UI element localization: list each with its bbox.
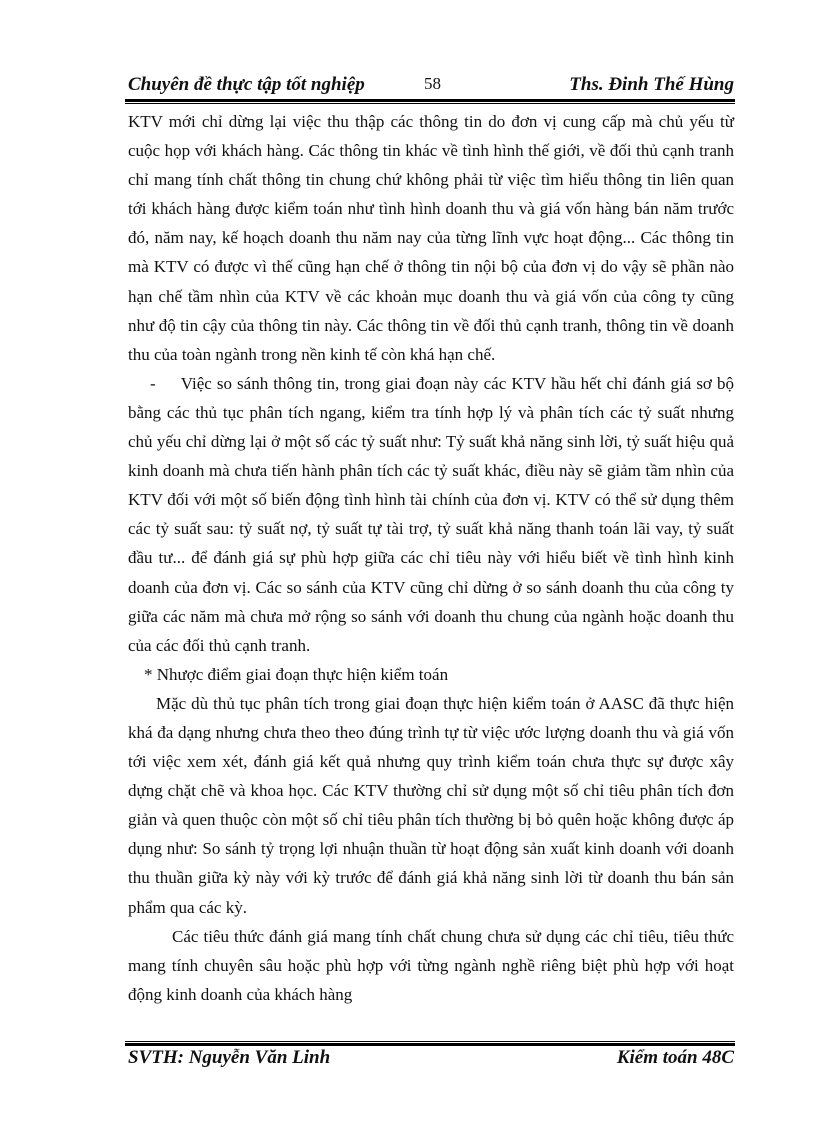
page-number: 58 — [424, 74, 441, 93]
header-rule — [125, 99, 735, 104]
footer-student: SVTH: Nguyễn Văn Linh — [128, 1047, 331, 1068]
header-title: Chuyên đề thực tập tốt nghiệp — [128, 74, 365, 95]
page-header — [128, 74, 734, 100]
paragraph-4: Mặc dù thủ tục phân tích trong giai đoạn thực hiện kiểm toán ở AASC đã thực hiện khá đa dạng nhưng chưa theo theo đúng trình tự từ việc ước lượng doanh thu và giá vốn tới việc xem xét, đánh giá kết quả nhưng quy trình kiểm toán chưa thực sự được xây dựng chặt chẽ và khoa học. Các KTV thường chỉ sử dụng một số chỉ tiêu phân tích đơn giản và quen thuộc còn một số chỉ tiêu phân tích thường bị bỏ quên hoặc không được áp dụng như: So sánh tỷ trọng lợi nhuận thuần từ hoạt động sản xuất kinh doanh với doanh thu thuần giữa kỳ này với kỳ trước để đánh giá khả năng sinh lời từ doanh thu bán sản phẩm qua các kỳ. — [128, 693, 734, 917]
paragraph-5: Các tiêu thức đánh giá mang tính chất chung chưa sử dụng các chỉ tiêu, tiêu thức mang tính chuyên sâu hoặc phù hợp với từng ngành nghề riêng biệt phù hợp với hoạt động kinh doanh của khách hàng — [128, 926, 734, 1004]
section-heading: * Nhược điểm giai đoạn thực hiện kiểm toán — [144, 664, 449, 684]
page-footer — [128, 1047, 734, 1073]
paragraph-1: KTV mới chỉ dừng lại việc thu thập các thông tin do đơn vị cung cấp mà chủ yếu từ cuộc họp với khách hàng. Các thông tin khác về tình hình thế giới, về đối thủ cạnh tranh chỉ mang tính chất thông tin chung chứ không phải từ việc tìm hiểu thông tin liên quan tới khách hàng được kiểm toán như tình hình doanh thu và giá vốn hàng bán năm trước đó, năm nay, kế hoạch doanh thu năm nay của từng lĩnh vực hoạt động... Các thông tin mà KTV có được vì thế cũng hạn chế ở thông tin nội bộ của đơn vị do vậy sẽ phần nào hạn chế tầm nhìn của KTV về các khoản mục doanh thu và giá vốn của công ty cũng như độ tin cậy của thông tin này. Các thông tin về đối thủ cạnh tranh, thông tin về doanh thu của toàn ngành trong nền kinh tế còn khá hạn chế. — [128, 112, 734, 364]
page-body — [128, 107, 739, 1009]
footer-rule — [125, 1041, 735, 1046]
footer-class: Kiểm toán 48C — [616, 1047, 734, 1068]
paragraph-2: - Việc so sánh thông tin, trong giai đoạn này các KTV hầu hết chỉ đánh giá sơ bộ bằng các thủ tục phân tích ngang, kiểm tra tính hợp lý và phân tích các tỷ suất nhưng chủ yếu chỉ dừng lại ở một số các tỷ suất như: Tỷ suất khả năng sinh lời, tỷ suất hiệu quả kinh doanh mà chưa tiến hành phân tích các tỷ suất khác, điều này sẽ giảm tầm nhìn của KTV đối với một số biến động tình hình tài chính của đơn vị. KTV có thể sử dụng thêm các tỷ suất sau: tỷ suất nợ, tỷ suất tự tài trợ, tỷ suất khả năng thanh toán lãi vay, tỷ suất đầu tư... để đánh giá sự phù hợp giữa các chỉ tiêu này với hiểu biết về tình hình kinh doanh của đơn vị. Các so sánh của KTV cũng chỉ dừng ở so sánh doanh thu của công ty giữa các năm mà chưa mở rộng so sánh với doanh thu chung của ngành hoặc doanh thu của các đối thủ cạnh tranh. — [128, 373, 739, 655]
header-author: Ths. Đinh Thế Hùng — [569, 74, 734, 95]
